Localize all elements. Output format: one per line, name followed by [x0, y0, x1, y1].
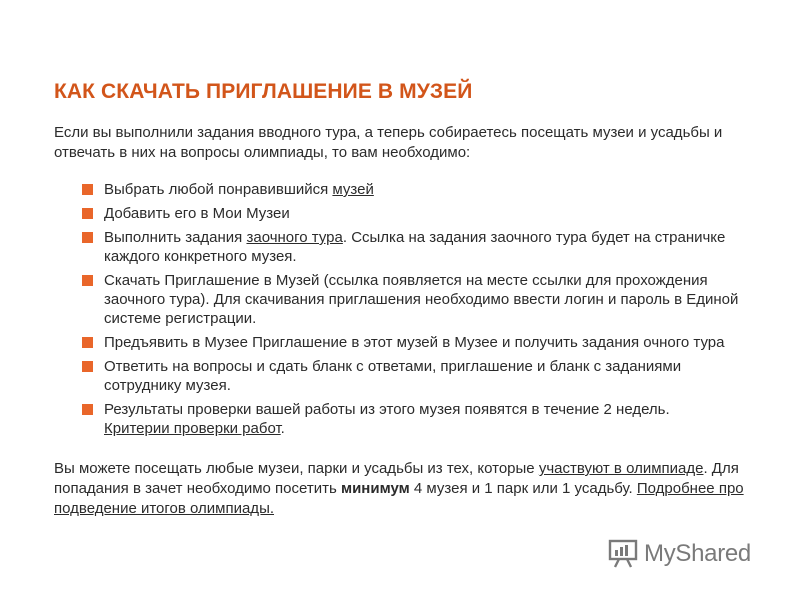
step-text: Выбрать любой понравившийся [104, 181, 333, 198]
correspondence-round-link[interactable]: заочного тура [246, 229, 343, 246]
criteria-link[interactable]: Критерии проверки работ [104, 420, 281, 437]
museum-link[interactable]: музей [332, 181, 374, 198]
step-text: . Ссылка на задания заочного тура будет на страничке каждого конкретного музея. [104, 229, 726, 265]
list-item [82, 228, 762, 266]
outro-paragraph [54, 459, 754, 519]
participating-link[interactable]: участвуют в олимпиаде [538, 460, 704, 477]
square-bullet-icon [82, 361, 93, 372]
steps-list [82, 180, 762, 443]
presentation-board-icon [608, 539, 638, 569]
step-text: Предъявить в Музее Приглашение в этот музей в Музее и получить задания очного тура [104, 334, 725, 351]
list-item [82, 271, 762, 328]
step-text: Добавить его в Мои Музеи [104, 205, 290, 222]
step-text: Результаты проверки вашей работы из этого музея появятся в течение 2 недель. [104, 401, 670, 418]
outro-text: 4 музея и 1 парк или 1 усадьбу. [409, 480, 637, 497]
list-item [82, 333, 762, 352]
outro-bold-text: минимум [340, 480, 410, 497]
step-text: . [280, 420, 285, 437]
step-text: Скачать Приглашение в Музей (ссылка появляется на месте ссылки для прохождения заочного тура). Для скачивания приглашения необходимо ввести логин и пароль в Единой системе регистрации. [104, 272, 739, 327]
list-item [82, 357, 762, 395]
outro-text: . Для попадания в зачет необходимо посетить [54, 460, 739, 497]
square-bullet-icon [82, 337, 93, 348]
square-bullet-icon [82, 404, 93, 415]
square-bullet-icon [82, 275, 93, 286]
list-item [82, 204, 762, 223]
myshared-watermark [608, 538, 751, 570]
page-title: КАК СКАЧАТЬ ПРИГЛАШЕНИЕ В МУЗЕЙ [54, 80, 473, 103]
step-text: Ответить на вопросы и сдать бланк с ответами, приглашение и бланк с заданиями сотруднику музея. [104, 358, 682, 394]
list-item [82, 400, 762, 438]
square-bullet-icon [82, 184, 93, 195]
intro-paragraph: Если вы выполнили задания вводного тура, а теперь собираетесь посещать музеи и усадьбы и отвечать в них на вопросы олимпиады, то вам необходимо: [54, 124, 723, 161]
list-item [82, 180, 762, 199]
square-bullet-icon [82, 208, 93, 219]
square-bullet-icon [82, 232, 93, 243]
outro-text: Вы можете посещать любые музеи, парки и усадьбы из тех, которые [54, 460, 539, 477]
watermark-text: MyShared [644, 540, 751, 567]
step-text: Выполнить задания [104, 229, 247, 246]
results-details-link[interactable]: Подробнее про подведение итогов олимпиады. [54, 480, 744, 517]
